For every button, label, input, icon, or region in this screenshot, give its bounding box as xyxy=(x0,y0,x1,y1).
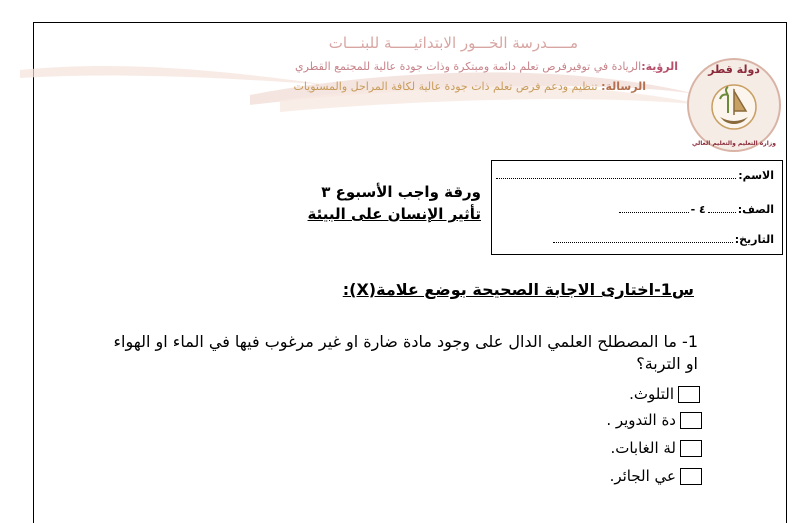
name-row xyxy=(496,169,774,182)
date-field[interactable] xyxy=(553,233,733,243)
class-value: ٤ - xyxy=(690,203,706,216)
option-2 xyxy=(606,411,702,429)
question-1-text: 1- ما المصطلح العلمي الدال على وجود مادة ضارة او غير مرغوب فيها في الماء او الهواء او التربة؟ xyxy=(113,332,698,373)
class-field-a[interactable] xyxy=(708,203,736,213)
option-1 xyxy=(629,385,700,403)
option-4 xyxy=(610,467,702,485)
option-1-label: التلوث. xyxy=(629,385,674,403)
option-3-label: لة الغابات. xyxy=(610,439,676,457)
worksheet-subtitle: تأثير الإنسان على البيئة xyxy=(307,205,481,223)
vision-label: الرؤية: xyxy=(641,60,678,73)
option-3 xyxy=(610,439,702,457)
option-3-checkbox[interactable] xyxy=(680,440,702,457)
option-1-checkbox[interactable] xyxy=(678,386,700,403)
option-2-checkbox[interactable] xyxy=(680,412,702,429)
name-field[interactable] xyxy=(496,169,736,179)
mission-text: تنظيم ودعم فرص تعلم ذات جودة عالية لكافة المراحل والمستويات xyxy=(293,80,598,93)
mission-label: الرسالة: xyxy=(601,80,646,93)
mission-statement xyxy=(293,80,646,93)
worksheet-title: ورقة واجب الأسبوع ٣ xyxy=(321,183,481,201)
question-heading: س1-اختارى الاجابة الصحيحة بوضع علامة(X): xyxy=(342,280,694,299)
name-label: الاسم: xyxy=(738,169,774,182)
vision-statement xyxy=(295,60,678,73)
vision-text: الريادة في توفيرفرص تعلم دائمة ومبتكرة وذات جودة عالية للمجتمع القطري xyxy=(294,60,642,73)
class-row xyxy=(619,203,774,216)
date-label: التاريخ: xyxy=(734,233,774,246)
qatar-ministry-logo xyxy=(684,55,784,155)
school-name: مـــــدرسة الخـــور الابتدائيـــــة للبنـــات xyxy=(328,34,578,52)
option-4-checkbox[interactable] xyxy=(680,468,702,485)
class-field-b[interactable] xyxy=(619,203,689,213)
option-2-label: دة التدوير . xyxy=(606,411,676,429)
option-4-label: عي الجائر. xyxy=(609,467,676,485)
logo-text-top: دولة قطر xyxy=(708,63,760,76)
student-info-box xyxy=(491,160,783,255)
date-row xyxy=(553,233,774,246)
class-label: الصف: xyxy=(737,203,774,216)
logo-text-bottom: وزارة التعليم والتعليم العالي xyxy=(691,140,777,147)
